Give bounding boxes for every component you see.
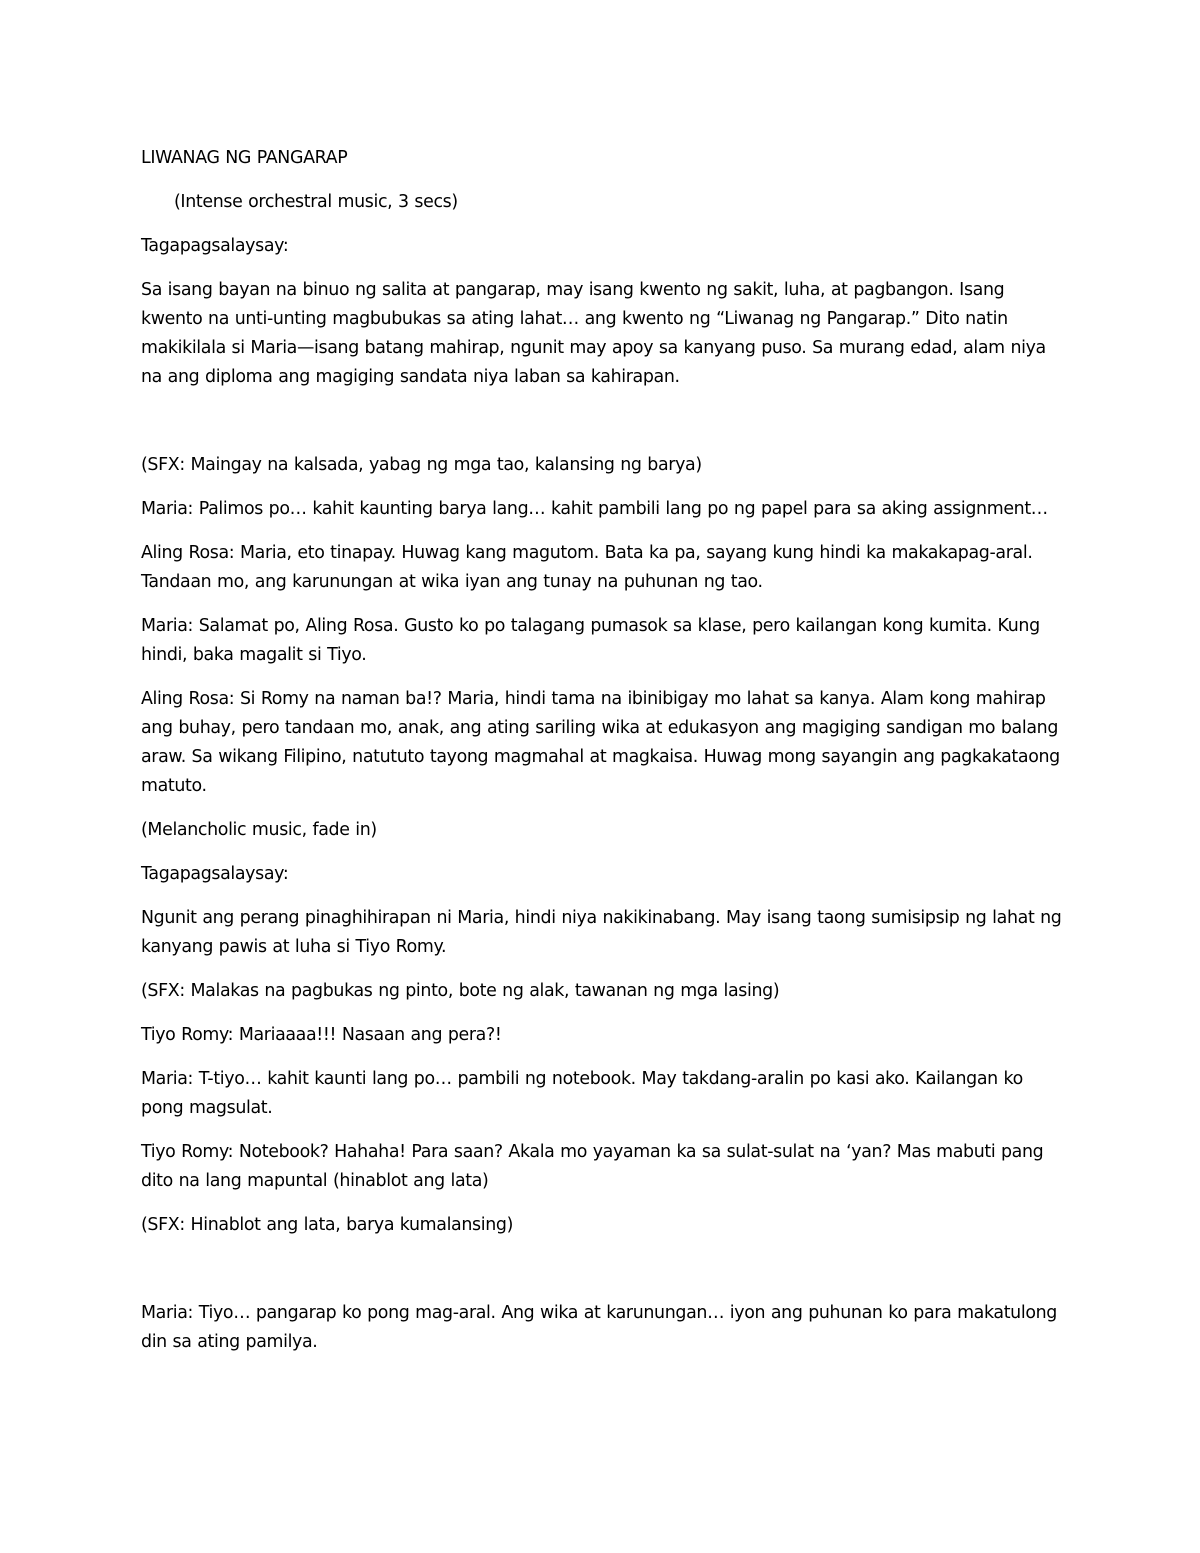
speaker-label: Tagapagsalaysay: <box>141 236 289 256</box>
narration-paragraph: Ngunit ang perang pinaghihirapan ni Maria, hindi niya nakikinabang. May isang taong sumisipsip ng lahat ng kanyang pawis at luha si Tiyo Romy. <box>141 908 1062 957</box>
narration-paragraph: Sa isang bayan na binuo ng salita at pangarap, may isang kwento ng sakit, luha, at pagbangon. Isang kwento na unti-unting magbubukas sa ating lahat… ang kwento ng “Liwanag ng Pangarap.” Dito natin makikilala si Maria—isang batang mahirap, ngunit may apoy sa kanyang puso. Sa murang edad, alam niya na ang diploma ang magiging sandata niya laban sa kahirapan. <box>141 280 1046 387</box>
document-title: LIWANAG NG PANGARAP <box>141 148 348 168</box>
blank-line <box>141 407 1066 451</box>
dialogue-line: Aling Rosa: Maria, eto tinapay. Huwag kang magutom. Bata ka pa, sayang kung hindi ka makakapag-aral. Tandaan mo, ang karunungan at wika iyan ang tunay na puhunan ng tao. <box>141 543 1033 592</box>
dialogue-line: Maria: Palimos po… kahit kaunting barya lang… kahit pambili lang po ng papel para sa aking assignment… <box>141 499 1048 519</box>
dialogue-line: Tiyo Romy: Notebook? Hahaha! Para saan? Akala mo yayaman ka sa sulat-sulat na ‘yan? Mas mabuti pang dito na lang mapuntal (hinablot ang lata) <box>141 1142 1044 1191</box>
dialogue-line: Maria: Salamat po, Aling Rosa. Gusto ko po talagang pumasok sa klase, pero kailangan kong kumita. Kung hindi, baka magalit si Tiyo. <box>141 616 1040 665</box>
dialogue-line: Maria: Tiyo… pangarap ko pong mag-aral. Ang wika at karunungan… iyon ang puhunan ko para makatulong din sa ating pamilya. <box>141 1303 1057 1352</box>
stage-direction: (Intense orchestral music, 3 secs) <box>174 192 458 212</box>
dialogue-line: Maria: T-tiyo… kahit kaunti lang po… pambili ng notebook. May takdang-aralin po kasi ako. Kailangan ko pong magsulat. <box>141 1069 1023 1118</box>
document-body <box>141 144 1066 1372</box>
sfx-direction: (SFX: Malakas na pagbukas ng pinto, bote ng alak, tawanan ng mga lasing) <box>141 981 780 1001</box>
sfx-direction: (SFX: Hinablot ang lata, barya kumalansing) <box>141 1215 514 1235</box>
sfx-direction: (SFX: Maingay na kalsada, yabag ng mga tao, kalansing ng barya) <box>141 455 702 475</box>
speaker-label: Tagapagsalaysay: <box>141 864 289 884</box>
blank-line <box>141 1255 1066 1299</box>
dialogue-line: Tiyo Romy: Mariaaaa!!! Nasaan ang pera?! <box>141 1025 502 1045</box>
dialogue-line: Aling Rosa: Si Romy na naman ba!? Maria, hindi tama na ibinibigay mo lahat sa kanya. Alam kong mahirap ang buhay, pero tandaan mo, anak, ang ating sariling wika at edukasyon ang magiging sandigan mo balang araw. Sa wikang Filipino, natututo tayong magmahal at magkaisa. Huwag mong sayangin ang pagkakataong matuto. <box>141 689 1060 796</box>
stage-direction: (Melancholic music, fade in) <box>141 820 377 840</box>
